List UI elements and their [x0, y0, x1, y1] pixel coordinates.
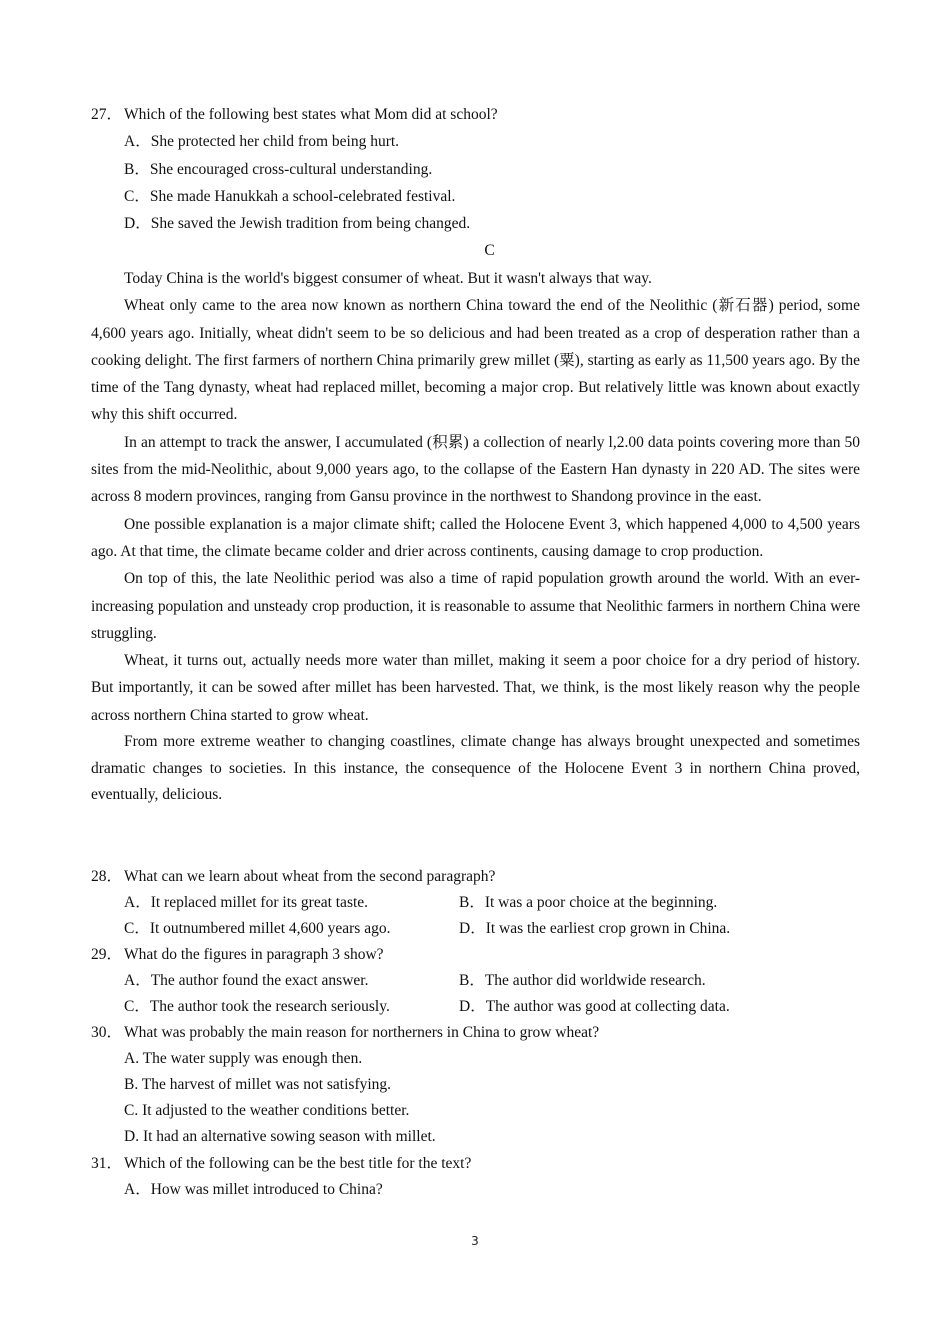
section-label: C	[484, 242, 495, 260]
passage-paragraph-7: From more extreme weather to changing coastlines, climate change has always brought unexpected and sometimes dramatic changes to societies. In this instance, the consequence of the Holocene Event 3 in northern China proved, eventually, delicious.	[91, 733, 860, 804]
question-28-stem	[91, 864, 860, 890]
question-number: 27．	[91, 106, 123, 123]
option-c: C．The author took the research seriously.	[124, 998, 390, 1015]
option-a: A．The author found the exact answer.	[124, 972, 369, 989]
question-text: Which of the following best states what Mom did at school?	[124, 106, 498, 123]
question-28	[91, 864, 860, 942]
options-row-1	[91, 968, 860, 994]
question-number: 30．	[91, 1024, 123, 1041]
option-d: D. It had an alternative sowing season with millet.	[124, 1128, 436, 1145]
option-a: A．How was millet introduced to China?	[124, 1181, 383, 1198]
options-row-2	[91, 916, 860, 942]
question-27	[91, 101, 860, 265]
option-a: A. The water supply was enough then.	[124, 1050, 363, 1067]
question-29-stem	[91, 942, 860, 968]
options-row-1	[91, 890, 860, 916]
option-a: A．She protected her child from being hurt.	[124, 133, 400, 151]
passage-paragraph-5: On top of this, the late Neolithic period was also a time of rapid population growth around the world. With an ever-increasing population and unsteady crop production, it is reasonable to assume that Neolithic farmers in northern China were struggling.	[91, 570, 860, 642]
passage-paragraph-4: One possible explanation is a major climate shift; called the Holocene Event 3, which happened 4,000 to 4,500 years ago. At that time, the climate became colder and drier across continents, causing damage to crop production.	[91, 515, 860, 560]
option-b: B．The author did worldwide research.	[459, 972, 706, 989]
passage-paragraph-1: Today China is the world's biggest consumer of wheat. But it wasn't always that way.	[124, 270, 652, 287]
question-30	[91, 1020, 860, 1150]
option-c: C．She made Hanukkah a school-celebrated festival.	[124, 187, 456, 205]
option-c: C．It outnumbered millet 4,600 years ago.	[124, 920, 391, 937]
question-number: 28．	[91, 868, 123, 885]
option-d: D．She saved the Jewish tradition from being changed.	[124, 215, 471, 233]
passage-paragraph-6: Wheat, it turns out, actually needs more water than millet, making it seem a poor choice for a dry period of history. But importantly, it can be sowed after millet has been harvested. That, we think, is the most likely reason why the people across northern China started to grow wheat.	[91, 652, 860, 724]
question-number: 31．	[91, 1155, 123, 1172]
option-a: A．It replaced millet for its great taste.	[124, 894, 369, 911]
option-b: B. The harvest of millet was not satisfying.	[124, 1076, 392, 1093]
passage-paragraph-2: Wheat only came to the area now known as northern China toward the end of the Neolithic (新石器) period, some 4,600 years ago. Initially, wheat didn't seem to be so delicious and had been treated as a crop of desperation rather than a cooking delight. The first farmers of northern China primarily grew millet (粟), starting as early as 11,500 years ago. By the time of the Tang dynasty, wheat had replaced millet, becoming a major crop. But relatively little was known about exactly why this shift occurred.	[91, 297, 860, 424]
option-b: B．It was a poor choice at the beginning.	[459, 894, 718, 911]
question-27-stem	[91, 101, 860, 128]
option-d: D．The author was good at collecting data.	[459, 998, 730, 1015]
question-text: What can we learn about wheat from the second paragraph?	[124, 868, 496, 885]
question-31	[91, 1151, 860, 1203]
option-d: D．It was the earliest crop grown in China.	[459, 920, 731, 937]
question-text: Which of the following can be the best title for the text?	[124, 1155, 472, 1172]
question-30-stem	[91, 1020, 860, 1046]
question-text: What do the figures in paragraph 3 show?	[124, 946, 384, 963]
option-c: C. It adjusted to the weather conditions better.	[124, 1102, 410, 1119]
passage-paragraph-3: In an attempt to track the answer, I accumulated (积累) a collection of nearly l,2.00 data points covering more than 50 sites from the mid-Neolithic, about 9,000 years ago, to the collapse of the Eastern Han dynasty in 220 AD. The sites were across 8 modern provinces, ranging from Gansu province in the northwest to Shandong province in the east.	[91, 433, 860, 506]
question-29	[91, 942, 860, 1020]
passage	[91, 265, 860, 809]
question-31-stem	[91, 1151, 860, 1177]
page-number: 3	[471, 1234, 479, 1248]
question-number: 29．	[91, 946, 123, 963]
question-text: What was probably the main reason for northerners in China to grow wheat?	[124, 1024, 600, 1041]
options-row-2	[91, 994, 860, 1020]
option-b: B．She encouraged cross-cultural understanding.	[124, 160, 433, 178]
